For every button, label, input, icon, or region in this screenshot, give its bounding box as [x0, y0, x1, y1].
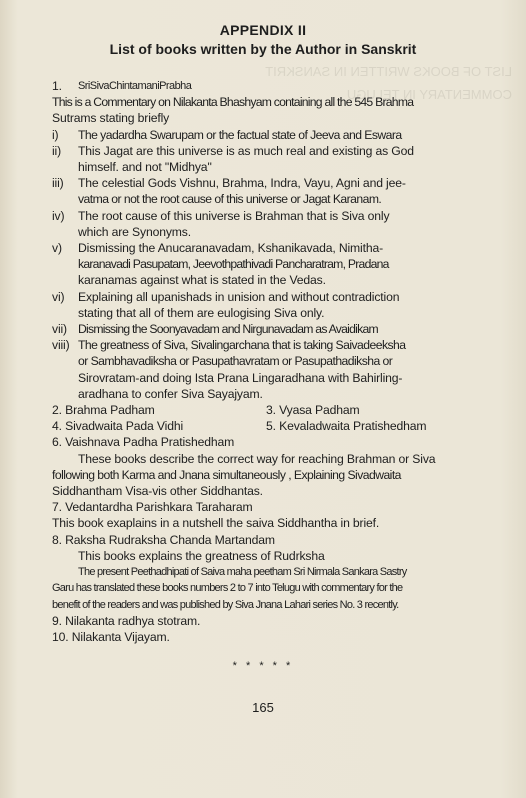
sub-point	[52, 143, 506, 175]
sub-point-text: which are Synonyms.	[78, 224, 191, 239]
list-item-pair	[52, 418, 506, 434]
list-item-4: 4. Sivadwaita Pada Vidhi	[52, 419, 184, 434]
sub-point-text: Dismissing the Anucaranavadam, Kshanikavada, Nimitha-	[78, 241, 384, 256]
sub-point-text: himself. and not "Midhya"	[78, 160, 212, 175]
translation-note: The present Peethadhipati of Saiva maha peetham Sri Nirmala Sankara Sastry	[78, 566, 407, 579]
sub-point-text: Dismissing the Soonyavadam and Nirgunavadam as Avaidikam	[78, 322, 378, 337]
appendix-subheading: List of books written by the Author in Sanskrit	[109, 41, 417, 57]
item-description: Sutrams stating briefly	[52, 111, 170, 126]
sub-point-text: The yadardha Swarupam or the factual state of Jeeva and Eswara	[78, 127, 402, 142]
item-description: This books explains the greatness of Rudrksha	[78, 548, 325, 563]
sub-point	[52, 208, 506, 240]
sub-point-text: The root cause of this universe is Brahman that is Siva only	[78, 208, 390, 223]
sub-point	[52, 321, 506, 337]
sub-point-text: karanamas against what is stated in the Vedas.	[78, 273, 326, 288]
list-item-3: 3. Vyasa Padham	[266, 403, 360, 418]
list-item-10: 10. Nilakanta Vijayam.	[52, 629, 170, 644]
item-number: 1.	[52, 79, 62, 93]
sub-point-number: vii)	[52, 322, 67, 337]
item-title: SriSivaChintamaniPrabha	[78, 80, 192, 92]
sub-point-text: The greatness of Siva, Sivalingarchana that is taking Saivadeeksha	[78, 338, 406, 353]
item-description: These books describe the correct way for reaching Brahman or Siva	[78, 451, 436, 466]
sub-point-number: viii)	[52, 338, 70, 353]
list-item-5: 5. Kevaladwaita Pratishedham	[266, 419, 427, 434]
sub-point-text: The celestial Gods Vishnu, Brahma, Indra, Vayu, Agni and jee-	[78, 176, 406, 191]
sub-point-text: This Jagat are this universe is as much real and existing as God	[78, 143, 414, 158]
sub-point	[52, 240, 506, 289]
list-item-6: 6. Vaishnava Padha Pratishedham	[52, 435, 235, 450]
sub-point	[52, 289, 506, 321]
item-description: This book exaplains in a nutshell the saiva Siddhantha in brief.	[52, 516, 380, 531]
sub-point-text: or Sambhavadiksha or Pasupathavratam or Pasupathadiksha or	[78, 354, 393, 369]
sub-point	[52, 127, 506, 143]
list-item-1	[52, 78, 506, 94]
sub-point-number: iii)	[52, 176, 64, 191]
translation-note: benefit of the readers and was published by Siva Jnana Lahari series No. 3 recently.	[52, 598, 399, 611]
translation-note: Garu has translated these books numbers 2 to 7 into Telugu with commentary for the	[52, 582, 403, 595]
list-item-9: 9. Nilakanta radhya stotram.	[52, 613, 201, 628]
sub-point-number: iv)	[52, 208, 65, 223]
book-list	[52, 78, 506, 645]
list-item-2: 2. Brahma Padham	[52, 403, 155, 418]
sub-point-number: ii)	[52, 143, 62, 158]
list-item-8: 8. Raksha Rudraksha Chanda Martandam	[52, 532, 275, 547]
sub-point-text: Explaining all upanishads in unision and without contradiction	[78, 289, 400, 304]
sub-point-text: karanavadi Pasupatam, Jeevothpathivadi Pancharatram, Pradana	[78, 257, 389, 272]
sub-point-text: stating that all of them are eulogising Siva only.	[78, 305, 325, 320]
sub-point	[52, 337, 506, 402]
sub-point-number: v)	[52, 241, 62, 256]
sub-point-number: i)	[52, 127, 59, 142]
item-description: Siddhantham Visa-vis other Siddhantas.	[52, 484, 263, 499]
ghost-line: LIST OF BOOKS WRITTEN IN SANSKRIT	[265, 64, 512, 79]
sub-point-text: aradhana to confer Siva Sayajyam.	[78, 386, 263, 401]
item-description: This is a Commentary on Nilakanta Bhashyam containing all the 545 Brahma	[52, 95, 414, 110]
item-description: following both Karma and Jnana simultaneously , Explaining Sivadwaita	[52, 467, 401, 482]
list-item-pair	[52, 402, 506, 418]
section-separator: * * * * *	[232, 660, 294, 672]
sub-point	[52, 175, 506, 207]
sub-point-text: vatma or not the root cause of this universe or Jagat Karanam.	[78, 192, 382, 207]
sub-point-number: vi)	[52, 289, 65, 304]
appendix-heading: APPENDIX II	[219, 22, 307, 38]
ghost-line: COMMENTARY IN TELUGU	[346, 87, 512, 102]
list-item-7: 7. Vedantardha Parishkara Taraharam	[52, 500, 253, 515]
sub-point-text: Sirovratam-and doing Ista Prana Lingaradhana with Bahirling-	[78, 370, 403, 385]
page-number: 165	[252, 700, 274, 715]
